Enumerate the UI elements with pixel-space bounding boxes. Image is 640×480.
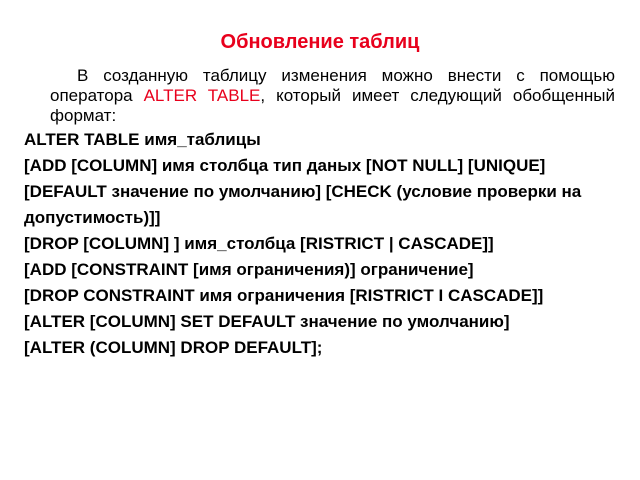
intro-text-before: В созданную таблицу изменения можно внести с помощью оператора [50,66,615,105]
syntax-line-drop-column: [DROP [COLUMN] ] имя_столбца [RISTRICT | CASCADE]] [24,234,494,253]
syntax-line-alter-table: ALTER TABLE имя_таблицы [24,130,261,149]
slide-title: Обновление таблиц [220,31,420,53]
intro-text-after: , который имеет следующий обобщенный формат: [50,86,615,125]
syntax-line-check-end: допустимость)]] [24,208,161,227]
syntax-block [24,130,615,364]
syntax-line-add-column: [ADD [COLUMN] имя столбца тип даных [NOT NULL] [UNIQUE] [24,156,546,175]
syntax-line-drop-constraint: [DROP CONSTRAINT имя ограничения [RISTRICT I CASCADE]] [24,286,544,305]
intro-paragraph [50,66,615,126]
alter-table-keyword: ALTER TABLE [143,86,261,105]
syntax-line-add-constraint: [ADD [CONSTRAINT [имя ограничения)] ограничение] [24,260,474,279]
syntax-line-set-default: [ALTER [COLUMN] SET DEFAULT значение по умолчанию] [24,312,510,331]
syntax-line-default-check: [DEFAULT значение по умолчанию] [CHECK (условие проверки на [24,182,582,201]
syntax-line-drop-default: [ALTER (COLUMN] DROP DEFAULT]; [24,338,323,357]
